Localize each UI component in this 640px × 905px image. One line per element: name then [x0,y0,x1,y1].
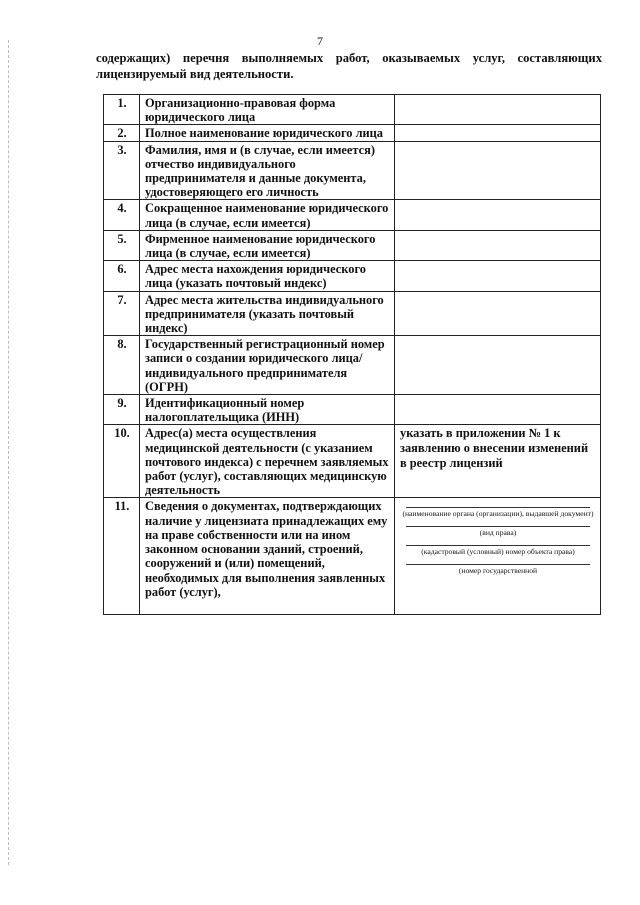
row-label: Адрес места жительства индивидуального предпринимателя (указать почтовый индекс) [140,291,395,336]
row-value-field[interactable] [395,261,601,291]
row-value-field[interactable] [395,336,601,395]
table-row [104,498,601,615]
field-caption: (вид права) [479,528,517,538]
row-number: 5. [104,230,140,260]
row-number: 10. [104,425,140,498]
row-value-field[interactable] [395,125,601,141]
row-number: 11. [104,498,140,615]
row-number: 3. [104,141,140,200]
cadastral-number-entry [400,545,596,556]
row-value-field[interactable] [395,291,601,336]
license-form-table [103,94,601,615]
row-label: Фамилия, имя и (в случае, если имеется) отчество индивидуального предпринимателя и данные документа, удостоверяющего его личность [140,141,395,200]
field-caption: (наименование органа (организации), выдавшей документ) [402,509,594,519]
row-number: 7. [104,291,140,336]
row-label: Адрес места нахождения юридического лица (указать почтовый индекс) [140,261,395,291]
row-value-field[interactable] [395,425,601,498]
row-value-field[interactable] [395,498,601,615]
table-row [104,261,601,291]
table-row [104,291,601,336]
field-caption: (кадастровый (условный) номер объекта права) [421,547,575,557]
row-value-field[interactable] [395,200,601,230]
row-label: Сведения о документах, подтверждающих наличие у лицензиата принадлежащих ему на праве собственности или на ином законном основании зданий, строений, сооружений и (или) помещений, необходимых для выполнения заявленных работ (услуг), [140,498,395,615]
row-number: 8. [104,336,140,395]
row-label: Фирменное наименование юридического лица (в случае, если имеется) [140,230,395,260]
row-number: 6. [104,261,140,291]
row-number: 4. [104,200,140,230]
table-row [104,230,601,260]
field-caption: (номер государственной [458,566,538,576]
registration-number-entry [400,564,596,575]
row-number: 2. [104,125,140,141]
row-label: Государственный регистрационный номер записи о создании юридического лица/индивидуального предпринимателя (ОГРН) [140,336,395,395]
row-number: 1. [104,95,140,125]
page-number: 7 [317,34,323,48]
margin-dashed-line [8,40,9,865]
row-label: Идентификационный номер налогоплательщика (ИНН) [140,395,395,425]
row-label: Сокращенное наименование юридического лица (в случае, если имеется) [140,200,395,230]
table-row [104,95,601,125]
row-value-field[interactable] [395,230,601,260]
table-row [104,125,601,141]
row-value-field[interactable] [395,141,601,200]
intro-paragraph: содержащих) перечня выполняемых работ, оказываемых услуг, составляющих лицензируемый вид деятельности. [96,51,602,81]
row-value-field[interactable] [395,95,601,125]
row-label: Организационно-правовая форма юридического лица [140,95,395,125]
table-row [104,200,601,230]
table-row [104,395,601,425]
authority-entry [400,507,596,518]
row-value-field[interactable] [395,395,601,425]
table-row [104,336,601,395]
appendix-note: указать в приложении № 1 к заявлению о внесении изменений в реестр лицензий [400,426,589,471]
row-label: Адрес(а) места осуществления медицинской деятельности (с указанием почтового индекса) с перечнем заявляемых работ (услуг), составляющих медицинскую деятельность [140,425,395,498]
table-row [104,425,601,498]
row-number: 9. [104,395,140,425]
right-type-entry [400,526,596,537]
table-row [104,141,601,200]
row-label: Полное наименование юридического лица [140,125,395,141]
